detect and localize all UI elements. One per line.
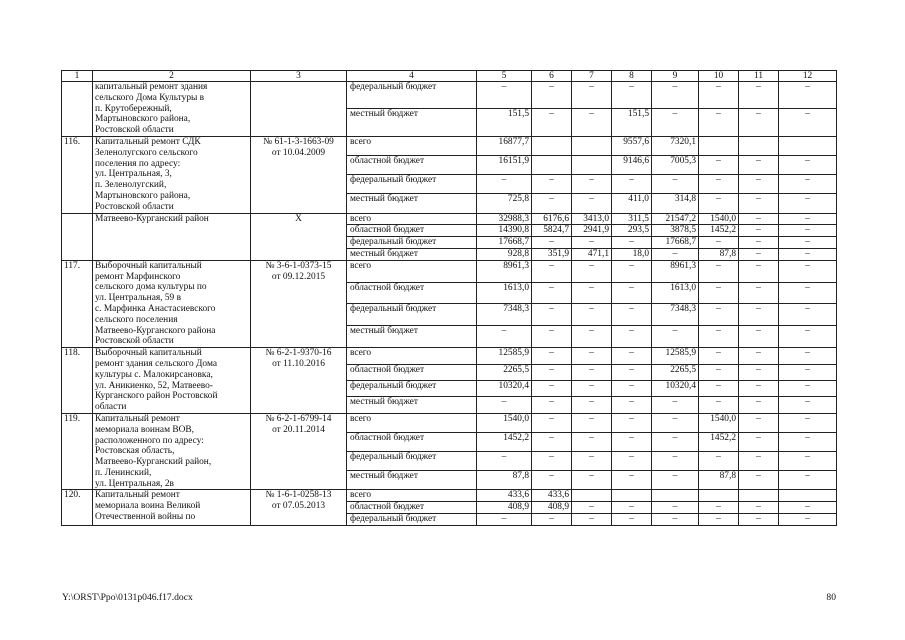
column-header: 4 <box>347 71 477 82</box>
value-cell: – <box>779 194 837 213</box>
value-cell: – <box>532 260 572 282</box>
budget-source: федеральный бюджет <box>347 175 477 194</box>
value-cell: – <box>652 326 699 348</box>
value-cell: – <box>572 514 612 526</box>
object-name: Выборочный капитальный ремонт Марфинского сельского дома культуры по ул. Центральная, 59 в с. Марфинка Анастасиевского сельского поселения Матвеево-Курганского района Ростовской области <box>93 260 251 347</box>
budget-source: федеральный бюджет <box>347 237 477 249</box>
object-number: 116. <box>62 136 93 213</box>
footer-page-number: 80 <box>826 592 836 603</box>
value-cell: – <box>739 326 779 348</box>
value-cell: – <box>779 213 837 225</box>
value-cell: – <box>739 304 779 326</box>
value-cell: – <box>612 348 652 364</box>
table-row <box>62 136 837 155</box>
budget-source: федеральный бюджет <box>347 304 477 326</box>
column-header: 11 <box>739 71 779 82</box>
budget-table <box>61 70 837 526</box>
value-cell: – <box>532 433 572 452</box>
value-cell: – <box>779 175 837 194</box>
value-cell: – <box>572 348 612 364</box>
object-name: Капитальный ремонт мемориала воинам ВОВ, расположенного по адресу: Ростовская область, Матвеево-Курганский район, п. Ленинский, ул. Центральная, 2в <box>93 413 251 490</box>
value-cell: – <box>612 282 652 304</box>
value-cell: – <box>572 82 612 109</box>
value-cell: – <box>739 82 779 109</box>
table-row <box>62 413 837 432</box>
value-cell: – <box>739 381 779 397</box>
budget-source: федеральный бюджет <box>347 514 477 526</box>
value-cell: – <box>652 514 699 526</box>
value-cell: – <box>572 413 612 432</box>
value-cell: – <box>532 397 572 413</box>
value-cell <box>532 136 572 155</box>
value-cell: – <box>652 471 699 490</box>
value-cell: – <box>699 260 739 282</box>
value-cell: – <box>739 237 779 249</box>
value-cell: 10320,4 <box>477 381 532 397</box>
value-cell: – <box>477 397 532 413</box>
column-header: 3 <box>251 71 347 82</box>
value-cell: 1452,2 <box>699 225 739 237</box>
value-cell: 7348,3 <box>652 304 699 326</box>
value-cell: – <box>612 82 652 109</box>
header-row <box>62 71 837 82</box>
value-cell: – <box>739 364 779 380</box>
value-cell: – <box>699 156 739 175</box>
value-cell: 3413,0 <box>572 213 612 225</box>
object-number: 119. <box>62 413 93 490</box>
value-cell: 9557,6 <box>612 136 652 155</box>
value-cell: 7320,1 <box>652 136 699 155</box>
column-header: 2 <box>93 71 251 82</box>
value-cell: – <box>572 433 612 452</box>
value-cell: – <box>779 260 837 282</box>
value-cell: 351,9 <box>532 248 572 260</box>
value-cell: – <box>699 326 739 348</box>
value-cell: – <box>779 109 837 137</box>
value-cell: 87,8 <box>477 471 532 490</box>
value-cell: – <box>652 413 699 432</box>
value-cell <box>739 490 779 502</box>
value-cell: – <box>572 397 612 413</box>
value-cell: 5824,7 <box>532 225 572 237</box>
value-cell: – <box>739 348 779 364</box>
value-cell: – <box>699 452 739 471</box>
value-cell: – <box>652 452 699 471</box>
value-cell: 725,8 <box>477 194 532 213</box>
value-cell: – <box>779 82 837 109</box>
value-cell: 6176,6 <box>532 213 572 225</box>
value-cell <box>612 490 652 502</box>
table-row <box>62 82 837 109</box>
value-cell: – <box>532 348 572 364</box>
value-cell: 12585,9 <box>477 348 532 364</box>
value-cell: – <box>612 413 652 432</box>
budget-source: областной бюджет <box>347 225 477 237</box>
object-name: капитальный ремонт здания сельского Дома Культуры в п. Крутобережный, Мартыновского района, Ростовской области <box>93 82 251 137</box>
value-cell: 151,5 <box>612 109 652 137</box>
value-cell: 2941,9 <box>572 225 612 237</box>
value-cell: 1540,0 <box>699 213 739 225</box>
table-row <box>62 348 837 364</box>
value-cell: 1452,2 <box>699 433 739 452</box>
budget-source: всего <box>347 413 477 432</box>
value-cell: – <box>779 237 837 249</box>
value-cell: – <box>477 452 532 471</box>
value-cell: – <box>477 326 532 348</box>
value-cell: – <box>532 237 572 249</box>
budget-source: всего <box>347 260 477 282</box>
value-cell: 1540,0 <box>699 413 739 432</box>
budget-source: областной бюджет <box>347 156 477 175</box>
value-cell: – <box>739 452 779 471</box>
value-cell: – <box>699 237 739 249</box>
budget-source: местный бюджет <box>347 109 477 137</box>
value-cell: – <box>532 282 572 304</box>
value-cell: 408,9 <box>477 502 532 514</box>
object-number <box>62 82 93 137</box>
object-name: Матвеево-Курганский район <box>93 213 251 260</box>
budget-source: областной бюджет <box>347 364 477 380</box>
value-cell: 2265,5 <box>477 364 532 380</box>
value-cell: – <box>779 502 837 514</box>
value-cell: – <box>532 82 572 109</box>
value-cell: – <box>612 381 652 397</box>
registration-number: № 6-2-1-6799-14 от 20.11.2014 <box>251 413 347 490</box>
value-cell: – <box>779 452 837 471</box>
value-cell: – <box>739 471 779 490</box>
value-cell <box>652 490 699 502</box>
value-cell: 7348,3 <box>477 304 532 326</box>
value-cell: – <box>739 502 779 514</box>
value-cell: – <box>739 282 779 304</box>
value-cell: – <box>739 397 779 413</box>
value-cell: 1540,0 <box>477 413 532 432</box>
value-cell: – <box>779 514 837 526</box>
value-cell: – <box>779 348 837 364</box>
column-header: 12 <box>779 71 837 82</box>
footer-file-path: Y:\ORST\Ppo\0131p046.f17.docx <box>62 592 193 603</box>
value-cell: 314,8 <box>652 194 699 213</box>
budget-source: местный бюджет <box>347 471 477 490</box>
value-cell: – <box>477 82 532 109</box>
value-cell: – <box>652 433 699 452</box>
value-cell: 21547,2 <box>652 213 699 225</box>
value-cell: 293,5 <box>612 225 652 237</box>
value-cell: – <box>699 82 739 109</box>
object-number: 118. <box>62 348 93 414</box>
value-cell: – <box>532 304 572 326</box>
registration-number: № 3-6-1-0373-15 от 09.12.2015 <box>251 260 347 347</box>
value-cell: – <box>652 397 699 413</box>
value-cell: – <box>572 175 612 194</box>
value-cell: – <box>572 364 612 380</box>
value-cell: – <box>477 514 532 526</box>
value-cell: – <box>612 364 652 380</box>
value-cell: – <box>612 175 652 194</box>
column-header: 1 <box>62 71 93 82</box>
value-cell: – <box>779 364 837 380</box>
value-cell: – <box>532 413 572 432</box>
value-cell: – <box>779 282 837 304</box>
value-cell: – <box>612 397 652 413</box>
value-cell <box>779 136 837 155</box>
value-cell: 18,0 <box>612 248 652 260</box>
value-cell: – <box>532 364 572 380</box>
value-cell: – <box>699 304 739 326</box>
object-name: Капитальный ремонт мемориала воина Великой Отечественной войны по <box>93 490 251 525</box>
value-cell <box>699 490 739 502</box>
value-cell: – <box>532 381 572 397</box>
value-cell: – <box>572 471 612 490</box>
value-cell: – <box>612 433 652 452</box>
column-header: 10 <box>699 71 739 82</box>
value-cell: – <box>739 194 779 213</box>
registration-number: Х <box>251 213 347 260</box>
value-cell: – <box>612 304 652 326</box>
value-cell: – <box>739 260 779 282</box>
value-cell: 8961,3 <box>477 260 532 282</box>
value-cell: – <box>612 260 652 282</box>
value-cell: 16877,7 <box>477 136 532 155</box>
value-cell: 2265,5 <box>652 364 699 380</box>
budget-source: местный бюджет <box>347 248 477 260</box>
value-cell: 311,5 <box>612 213 652 225</box>
value-cell: 87,8 <box>699 248 739 260</box>
value-cell: – <box>699 502 739 514</box>
value-cell: – <box>779 248 837 260</box>
value-cell: – <box>779 381 837 397</box>
value-cell: – <box>572 304 612 326</box>
object-number <box>62 213 93 260</box>
registration-number: № 61-1-3-1663-09 от 10.04.2009 <box>251 136 347 213</box>
table-row <box>62 213 837 225</box>
object-number: 117. <box>62 260 93 347</box>
value-cell: – <box>699 364 739 380</box>
object-name: Выборочный капитальный ремонт здания сельского Дома культуры с. Малокирсановка, ул. Аникиенко, 52, Матвеево- Курганского район Ростовской области <box>93 348 251 414</box>
value-cell <box>572 490 612 502</box>
value-cell: – <box>699 282 739 304</box>
registration-number: № 1-6-1-0258-13 от 07.05.2013 <box>251 490 347 525</box>
value-cell: – <box>779 225 837 237</box>
value-cell: – <box>739 433 779 452</box>
value-cell: – <box>652 109 699 137</box>
value-cell: 928,8 <box>477 248 532 260</box>
value-cell: 8961,3 <box>652 260 699 282</box>
budget-source: всего <box>347 490 477 502</box>
value-cell: – <box>699 175 739 194</box>
value-cell: – <box>779 397 837 413</box>
value-cell: – <box>572 452 612 471</box>
value-cell: – <box>612 471 652 490</box>
value-cell: 10320,4 <box>652 381 699 397</box>
table-row <box>62 490 837 502</box>
value-cell: 408,9 <box>532 502 572 514</box>
value-cell: 17668,7 <box>652 237 699 249</box>
value-cell: 1452,2 <box>477 433 532 452</box>
value-cell: – <box>739 413 779 432</box>
budget-source: всего <box>347 136 477 155</box>
value-cell: 17668,7 <box>477 237 532 249</box>
value-cell: 32988,3 <box>477 213 532 225</box>
object-number: 120. <box>62 490 93 525</box>
value-cell: 433,6 <box>532 490 572 502</box>
value-cell: – <box>739 248 779 260</box>
value-cell: – <box>779 156 837 175</box>
value-cell: – <box>532 514 572 526</box>
value-cell: 14390,8 <box>477 225 532 237</box>
budget-source: федеральный бюджет <box>347 381 477 397</box>
value-cell: – <box>532 109 572 137</box>
budget-source: местный бюджет <box>347 194 477 213</box>
value-cell: – <box>652 248 699 260</box>
object-name: Капитальный ремонт СДК Зеленолугского сельского поселения по адресу: ул. Центральная, 3, п. Зеленолугский, Мартыновского района, Ростовской области <box>93 136 251 213</box>
value-cell: 433,6 <box>477 490 532 502</box>
budget-source: областной бюджет <box>347 433 477 452</box>
value-cell: – <box>572 194 612 213</box>
value-cell: – <box>532 326 572 348</box>
value-cell: – <box>572 502 612 514</box>
table-row <box>62 260 837 282</box>
budget-source: местный бюджет <box>347 397 477 413</box>
value-cell: – <box>532 175 572 194</box>
value-cell: – <box>572 237 612 249</box>
value-cell: – <box>779 413 837 432</box>
value-cell: – <box>572 282 612 304</box>
value-cell: – <box>532 452 572 471</box>
column-header: 5 <box>477 71 532 82</box>
budget-source: всего <box>347 213 477 225</box>
value-cell: – <box>779 433 837 452</box>
value-cell: 12585,9 <box>652 348 699 364</box>
value-cell: 471,1 <box>572 248 612 260</box>
value-cell: – <box>699 381 739 397</box>
value-cell: 9146,6 <box>612 156 652 175</box>
value-cell <box>572 156 612 175</box>
registration-number <box>251 82 347 137</box>
value-cell: 7005,3 <box>652 156 699 175</box>
value-cell: 1613,0 <box>477 282 532 304</box>
value-cell: – <box>477 175 532 194</box>
value-cell: – <box>779 304 837 326</box>
value-cell <box>739 136 779 155</box>
value-cell: – <box>699 397 739 413</box>
value-cell <box>779 490 837 502</box>
column-header: 7 <box>572 71 612 82</box>
column-header: 9 <box>652 71 699 82</box>
budget-source: федеральный бюджет <box>347 452 477 471</box>
value-cell: – <box>779 326 837 348</box>
value-cell: 87,8 <box>699 471 739 490</box>
value-cell: – <box>699 194 739 213</box>
value-cell: – <box>739 225 779 237</box>
value-cell: 411,0 <box>612 194 652 213</box>
value-cell: – <box>652 502 699 514</box>
budget-source: федеральный бюджет <box>347 82 477 109</box>
value-cell: – <box>612 237 652 249</box>
value-cell: – <box>739 514 779 526</box>
value-cell: – <box>739 109 779 137</box>
value-cell: – <box>739 156 779 175</box>
value-cell: – <box>572 326 612 348</box>
value-cell: – <box>612 326 652 348</box>
value-cell: – <box>612 452 652 471</box>
value-cell: – <box>699 109 739 137</box>
value-cell: – <box>572 381 612 397</box>
value-cell: – <box>779 471 837 490</box>
value-cell <box>572 136 612 155</box>
value-cell: 16151,9 <box>477 156 532 175</box>
registration-number: № 6-2-1-9370-16 от 11.10.2016 <box>251 348 347 414</box>
value-cell: – <box>699 348 739 364</box>
column-header: 6 <box>532 71 572 82</box>
budget-source: всего <box>347 348 477 364</box>
column-header: 8 <box>612 71 652 82</box>
value-cell: – <box>572 109 612 137</box>
value-cell: – <box>652 82 699 109</box>
value-cell: – <box>612 502 652 514</box>
budget-source: областной бюджет <box>347 502 477 514</box>
value-cell: – <box>739 175 779 194</box>
value-cell: – <box>699 514 739 526</box>
value-cell: – <box>572 260 612 282</box>
value-cell: – <box>652 175 699 194</box>
value-cell <box>532 156 572 175</box>
value-cell: 1613,0 <box>652 282 699 304</box>
value-cell: – <box>612 514 652 526</box>
value-cell: – <box>532 194 572 213</box>
value-cell <box>699 136 739 155</box>
value-cell: – <box>739 213 779 225</box>
budget-source: областной бюджет <box>347 282 477 304</box>
value-cell: – <box>532 471 572 490</box>
budget-source: местный бюджет <box>347 326 477 348</box>
value-cell: 3878,5 <box>652 225 699 237</box>
value-cell: 151,5 <box>477 109 532 137</box>
